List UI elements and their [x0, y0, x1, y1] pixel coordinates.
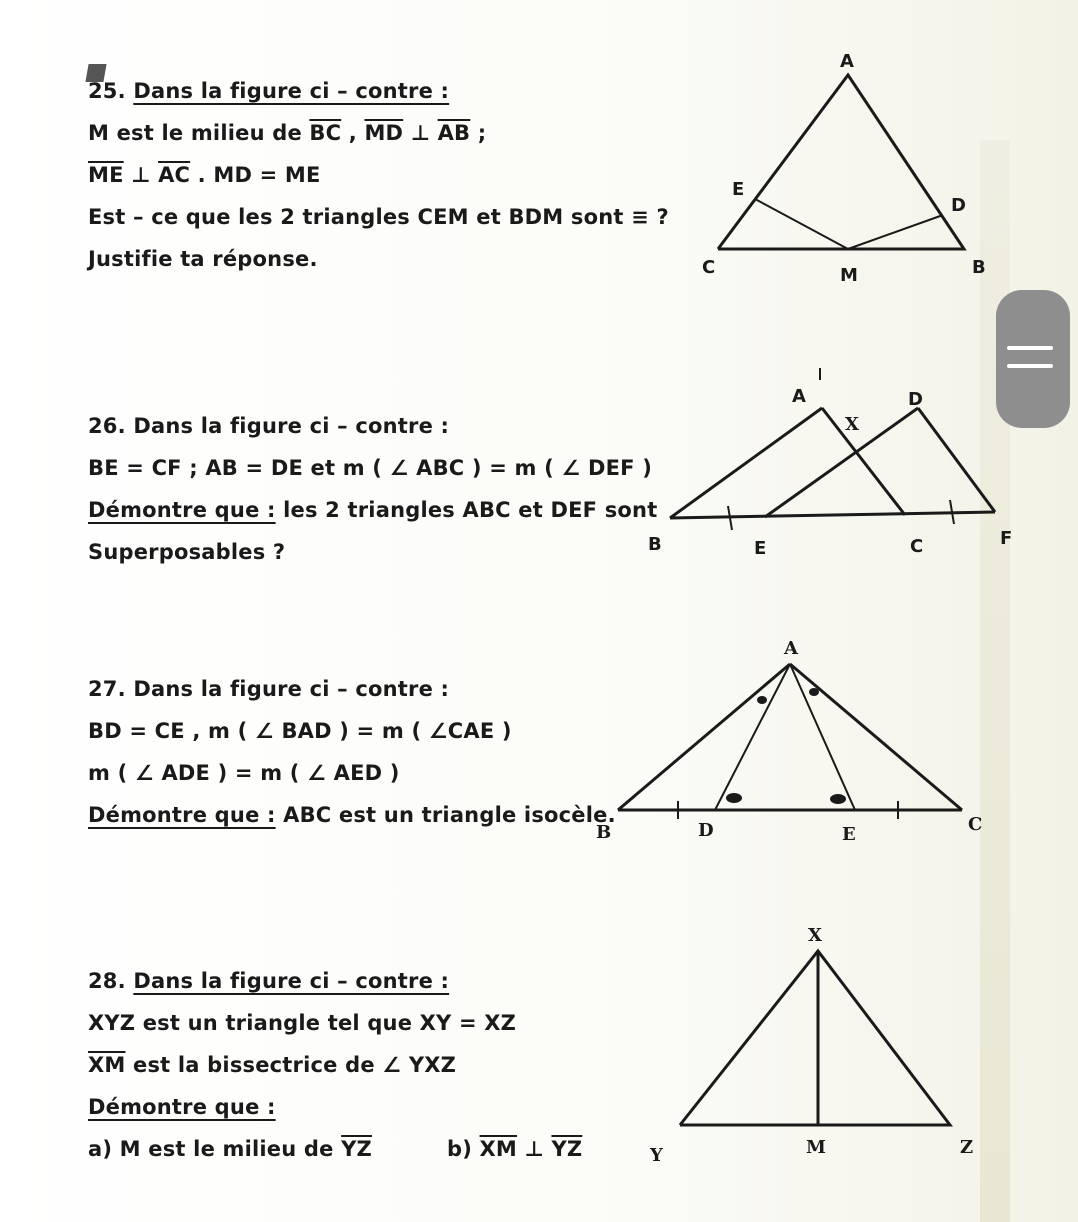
ex25-figure [690, 45, 1010, 295]
segment: $\overline{YZ}$ [341, 1137, 372, 1161]
text: ⊥ [123, 163, 159, 187]
ex28-line-2: XYZ est un triangle tel que XY = XZ [88, 1011, 517, 1035]
ex27-figure [590, 630, 1000, 850]
base-line-bf [670, 512, 995, 518]
demontre-label: Démontre que : [88, 498, 276, 522]
ex27-line-4 [88, 800, 668, 842]
ex26-line-4: Superposables ? [88, 540, 286, 564]
ex28-line-3 [88, 1050, 668, 1092]
label-a: A [840, 51, 854, 72]
exercise-number: 28. [88, 969, 126, 993]
label-x: X [808, 925, 822, 946]
triangle-xyz [680, 951, 950, 1125]
ex27-line-1 [88, 674, 668, 716]
label-e: E [842, 824, 856, 845]
segment-me [755, 199, 848, 249]
ex28-line-5 [88, 1134, 668, 1176]
label-d: D [951, 195, 966, 216]
segment: $\overline{AB}$ [437, 121, 471, 145]
segment: $\overline{XM}$ [479, 1137, 518, 1161]
ray: $\overline{XM}$ [88, 1053, 126, 1077]
label-d: D [698, 820, 714, 841]
label-d: D [908, 389, 923, 410]
ex26-heading: Dans la figure ci – contre : [133, 414, 450, 438]
angle-mark-bad [757, 696, 767, 704]
ex27-line-3: m ( ∠ ADE ) = m ( ∠ AED ) [88, 761, 400, 785]
ex27-line-2: BD = CE , m ( ∠ BAD ) = m ( ∠CAE ) [88, 719, 512, 743]
ex26-line-3 [88, 495, 668, 537]
ex27-heading: Dans la figure ci – contre : [133, 677, 450, 701]
text: est la bissectrice de ∠ YXZ [125, 1053, 457, 1077]
exercise-number: 25. [88, 79, 126, 103]
segment-ae [790, 664, 855, 810]
drag-handle[interactable] [996, 290, 1070, 428]
segment-df [918, 408, 995, 512]
text: b) [446, 1137, 480, 1161]
handle-line-icon [1007, 346, 1053, 350]
text: , [341, 121, 365, 145]
segment-ab [670, 408, 822, 518]
label-c: C [968, 814, 983, 835]
ex25-line-3 [88, 160, 668, 202]
ex25-line-2 [88, 118, 668, 160]
segment: $\overline{MD}$ [364, 121, 404, 145]
segment-ab [618, 664, 790, 810]
exercise-number: 27. [88, 677, 126, 701]
exercise-25 [88, 76, 668, 286]
label-c: C [910, 536, 924, 557]
label-c: C [702, 257, 716, 278]
segment: $\overline{YZ}$ [551, 1137, 583, 1161]
segment: $\overline{BC}$ [309, 121, 342, 145]
label-z: Z [960, 1137, 974, 1158]
exercise-26 [88, 411, 668, 579]
ex28-figure [640, 915, 980, 1175]
angle-mark-aed [830, 794, 846, 804]
label-b: B [648, 534, 662, 555]
text: les 2 triangles ABC et DEF sont [275, 498, 658, 522]
label-e: E [754, 538, 767, 559]
angle-mark-ade [726, 793, 742, 803]
label-m: M [806, 1137, 826, 1158]
ex28-line-4 [88, 1092, 668, 1134]
ex26-figure [640, 360, 1020, 570]
text: a) M est le milieu de [88, 1137, 342, 1161]
label-m: M [840, 265, 858, 286]
label-e: E [732, 179, 745, 200]
exercise-28 [88, 966, 668, 1176]
ex28-heading: Dans la figure ci – contre : [133, 969, 450, 993]
triangle-abc [718, 75, 964, 249]
text: ⊥ [403, 121, 438, 145]
label-b: B [972, 257, 986, 278]
handle-line-icon [1007, 364, 1053, 368]
segment-ac [790, 664, 962, 810]
label-a: A [792, 386, 806, 407]
segment: $\overline{AC}$ [158, 163, 191, 187]
label-y: Y [650, 1145, 663, 1166]
text: . MD = ME [190, 163, 321, 187]
text: ABC est un triangle isocèle. [275, 803, 616, 827]
exercise-number: 26. [88, 414, 126, 438]
text: ⊥ [517, 1137, 552, 1161]
label-x: X [845, 414, 859, 435]
text: ; [470, 121, 487, 145]
angle-mark-cae [809, 688, 819, 696]
segment: $\overline{ME}$ [88, 163, 124, 187]
ex28-line-1 [88, 966, 668, 1008]
segment-md [848, 215, 943, 249]
exercise-27 [88, 674, 668, 842]
ex26-line-2: BE = CF ; AB = DE et m ( ∠ ABC ) = m ( ∠ DEF ) [88, 456, 653, 480]
segment-ac [822, 408, 905, 515]
demontre-label: Démontre que : [88, 1095, 276, 1119]
label-b: B [596, 822, 612, 843]
ex25-line-1 [88, 76, 668, 118]
segment-ad [715, 664, 790, 810]
demontre-label: Démontre que : [88, 803, 276, 827]
ex26-line-1 [88, 411, 668, 453]
label-f: F [1000, 528, 1013, 549]
ex25-line-4: Est – ce que les 2 triangles CEM et BDM sont ≡ ? [88, 205, 669, 229]
ex25-line-5: Justifie ta réponse. [88, 247, 318, 271]
text: M est le milieu de [88, 121, 310, 145]
ex25-heading: Dans la figure ci – contre : [133, 79, 450, 103]
label-a: A [784, 638, 798, 659]
